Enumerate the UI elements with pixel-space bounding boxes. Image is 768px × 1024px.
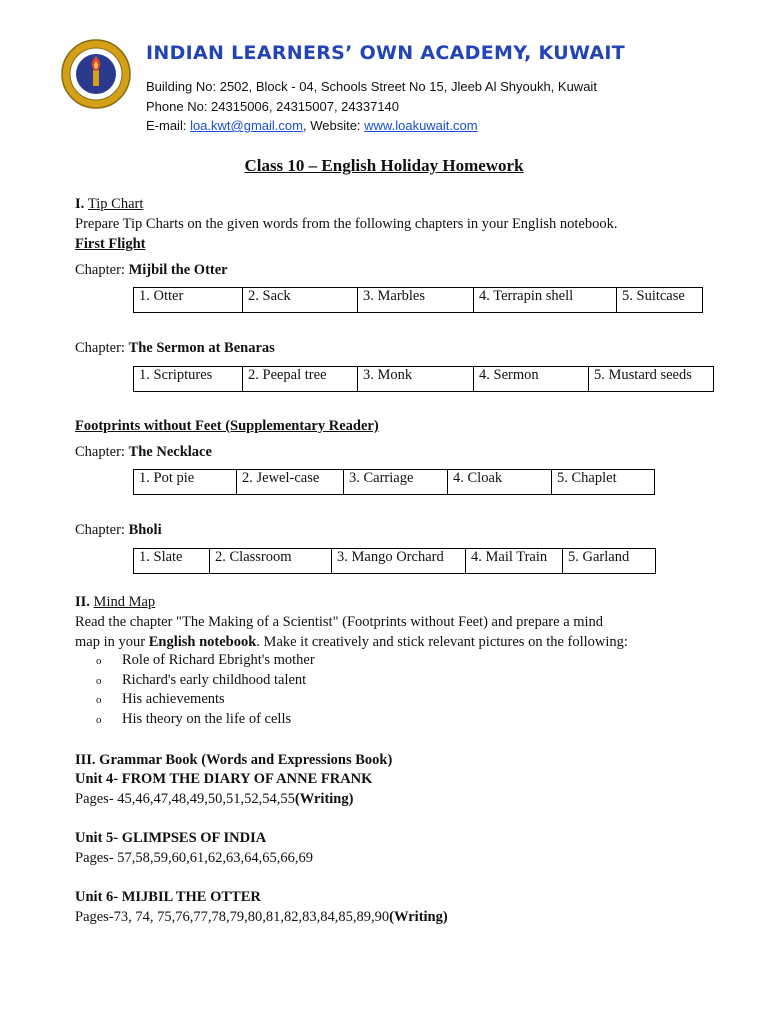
word-cell: 2. Sack: [243, 288, 358, 313]
pages-note: (Writing): [294, 791, 354, 807]
line2-pre: map in your: [75, 634, 149, 650]
word-cell: 3. Monk: [358, 367, 474, 392]
unit5-pages: [75, 850, 313, 867]
pages-text: Pages-73, 74, 75,76,77,78,79,80,81,82,83,84,85,89,90: [75, 909, 390, 925]
chapter-name: The Necklace: [128, 444, 212, 460]
section3-heading: III. Grammar Book (Words and Expressions Book): [75, 752, 393, 768]
bullet-icon: o: [96, 655, 102, 667]
chapter2-heading: [75, 340, 275, 357]
line2-bold: English notebook: [148, 634, 257, 650]
chapter-label: Chapter:: [75, 340, 129, 356]
word-cell: 1. Otter: [134, 288, 243, 313]
section2-line1: Read the chapter "The Making of a Scientist" (Footprints without Feet) and prepare a mind: [75, 614, 604, 630]
unit5-title: Unit 5- GLIMPSES OF INDIA: [75, 830, 267, 846]
word-cell: 5. Chaplet: [552, 470, 655, 495]
unit4-pages: [75, 791, 353, 808]
bullet-icon: o: [96, 714, 102, 727]
section2-heading: [75, 594, 155, 611]
line2-post: . Make it creatively and stick relevant pictures on the following:: [256, 634, 628, 650]
bullet-icon: o: [96, 674, 102, 687]
school-logo: [60, 38, 132, 110]
word-cell: 4. Terrapin shell: [474, 288, 617, 313]
section2-title: Mind Map: [93, 594, 156, 610]
chapter4-words-table: [133, 548, 656, 574]
chapter-name: The Sermon at Benaras: [128, 340, 275, 356]
unit6-title: Unit 6- MIJBIL THE OTTER: [75, 889, 261, 905]
word-cell: 1. Pot pie: [134, 470, 237, 495]
word-cell: 1. Slate: [134, 549, 210, 574]
website-label: , Website:: [302, 118, 365, 133]
chapter-name: Mijbil the Otter: [128, 262, 228, 278]
book2-title: Footprints without Feet (Supplementary Reader): [75, 418, 379, 434]
word-cell: 5. Suitcase: [617, 288, 703, 313]
word-cell: 2. Jewel-case: [237, 470, 344, 495]
word-cell: 3. Mango Orchard: [332, 549, 466, 574]
list-item: [96, 672, 315, 692]
website-link[interactable]: www.loakuwait.com: [364, 118, 478, 133]
list-item-text: Role of Richard Ebright's mother: [122, 652, 315, 668]
chapter1-heading: [75, 262, 228, 279]
list-item: [96, 652, 315, 672]
word-cell: 4. Sermon: [474, 367, 589, 392]
word-cell: 2. Peepal tree: [243, 367, 358, 392]
word-cell: 5. Garland: [563, 549, 656, 574]
list-item-text: Richard's early childhood talent: [122, 671, 307, 688]
list-item: [96, 691, 315, 711]
list-item-text: His achievements: [122, 691, 225, 708]
school-phone: Phone No: 24315006, 24315007, 24337140: [146, 99, 400, 114]
section2-line2: [75, 634, 628, 651]
section1-heading: [75, 196, 143, 213]
page-title: Class 10 – English Holiday Homework: [244, 156, 524, 175]
mind-map-list: [96, 652, 315, 731]
chapter2-words-table: [133, 366, 714, 392]
bullet-icon: o: [96, 694, 102, 707]
book1-title: First Flight: [75, 236, 146, 252]
section1-number: I.: [75, 196, 88, 212]
school-contact: [146, 118, 478, 133]
school-address: Building No: 2502, Block - 04, Schools Street No 15, Jleeb Al Shyoukh, Kuwait: [146, 79, 597, 94]
list-item-text: His theory on the life of cells: [122, 711, 292, 728]
chapter4-heading: [75, 522, 162, 539]
chapter-label: Chapter:: [75, 444, 129, 460]
chapter1-words-table: [133, 287, 703, 313]
word-cell: 4. Mail Train: [466, 549, 563, 574]
email-label: E-mail:: [146, 118, 191, 133]
chapter-label: Chapter:: [75, 262, 129, 278]
section2-number: II.: [75, 594, 94, 610]
list-item: [96, 711, 315, 731]
pages-text: Pages- 57,58,59,60,61,62,63,64,65,66,69: [75, 850, 314, 866]
word-cell: 5. Mustard seeds: [589, 367, 714, 392]
word-cell: 4. Cloak: [448, 470, 552, 495]
pages-text: Pages- 45,46,47,48,49,50,51,52,54,55: [75, 791, 295, 807]
chapter-label: Chapter:: [75, 522, 129, 538]
word-cell: 3. Marbles: [358, 288, 474, 313]
email-link[interactable]: loa.kwt@gmail.com: [190, 118, 303, 133]
section1-instruction: Prepare Tip Charts on the given words from the following chapters in your English notebook.: [75, 216, 618, 232]
word-cell: 3. Carriage: [344, 470, 448, 495]
word-cell: 2. Classroom: [210, 549, 332, 574]
chapter-name: Bholi: [128, 522, 162, 538]
unit4-title: Unit 4- FROM THE DIARY OF ANNE FRANK: [75, 771, 373, 787]
word-cell: 1. Scriptures: [134, 367, 243, 392]
unit6-pages: [75, 909, 448, 926]
school-name: INDIAN LEARNERS’ OWN ACADEMY, KUWAIT: [146, 42, 626, 64]
section1-title: Tip Chart: [87, 196, 144, 212]
chapter3-heading: [75, 444, 212, 461]
chapter3-words-table: [133, 469, 655, 495]
pages-note: (Writing): [389, 909, 448, 925]
